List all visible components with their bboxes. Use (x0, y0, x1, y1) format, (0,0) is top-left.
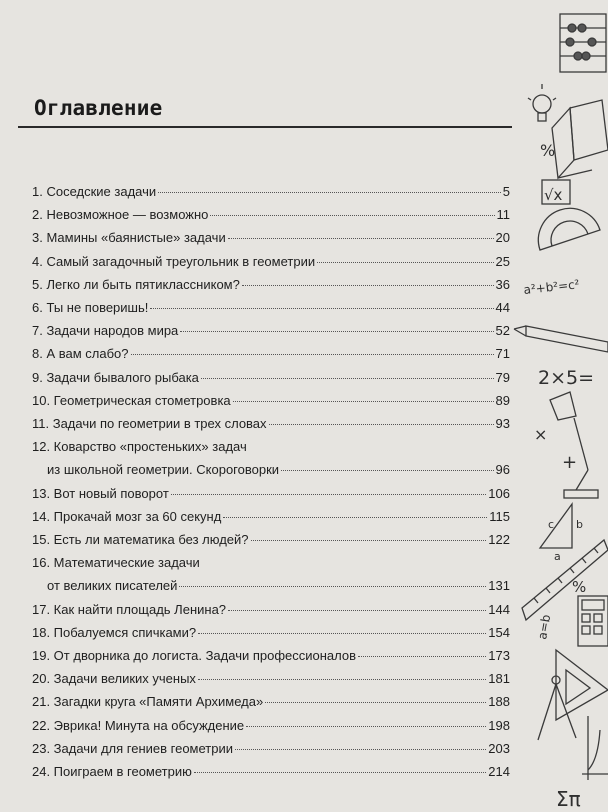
graph-icon (582, 716, 608, 780)
dot-leader (235, 749, 486, 750)
toc-page-number: 144 (488, 601, 510, 617)
toc-page-number: 122 (488, 532, 510, 548)
doodle-percent: % (540, 141, 556, 160)
toc-entry-title: 24. Поиграем в геометрию (32, 764, 192, 780)
doodle-times: × (534, 425, 548, 444)
dot-leader (198, 679, 486, 680)
dot-leader (158, 192, 501, 193)
dot-leader (242, 285, 494, 286)
toc-entry-title: 2. Невозможное — возможно (32, 207, 209, 223)
toc-page-number: 115 (489, 508, 510, 524)
toc-entry-title: 14. Прокачай мозг за 60 секунд (32, 508, 222, 524)
toc-entry-title: 15. Есть ли математика без людей? (32, 532, 249, 548)
toc-page-number: 25 (495, 253, 510, 269)
dot-leader (223, 517, 487, 518)
toc-entry (32, 203, 510, 226)
toc-entry (32, 319, 510, 342)
toc-page-number: 5 (502, 184, 510, 199)
desk-lamp-icon (550, 392, 598, 498)
toc-entry-title: 3. Мамины «баянистые» задачи (32, 230, 226, 246)
dot-leader (179, 586, 486, 587)
toc-page-number: 188 (488, 694, 510, 710)
toc-page-number: 173 (488, 648, 510, 664)
toc-entry (32, 644, 510, 667)
toc-entry-title: 22. Эврика! Минута на обсуждение (32, 717, 245, 733)
toc-entry (32, 737, 510, 760)
toc-entry-title: 19. От дворника до логиста. Задачи профессионалов (32, 648, 357, 664)
dot-leader (265, 702, 486, 703)
toc-entry (32, 690, 510, 713)
toc-entry-line (32, 574, 510, 597)
toc-entry-title: 1. Соседские задачи (32, 184, 157, 199)
toc-entry-line (32, 458, 510, 481)
dot-leader (233, 401, 494, 402)
toc-entry-title: 16. Математические задачи (32, 555, 200, 571)
toc-page-number: 106 (488, 485, 510, 501)
triangle-icon (540, 504, 572, 548)
math-doodles-illustration (512, 0, 608, 812)
dot-leader (194, 772, 486, 773)
toc-entry-line (32, 435, 510, 458)
toc-entry (32, 342, 510, 365)
toc-entry (32, 226, 510, 249)
toc-entry-title: 5. Легко ли быть пятиклассником? (32, 276, 240, 292)
toc-page-number: 214 (488, 764, 510, 780)
toc-entry (32, 760, 510, 783)
toc-entry-title: 7. Задачи народов мира (32, 323, 179, 339)
toc-entry-title-continued: от великих писателей (47, 578, 178, 594)
abacus-icon (560, 14, 606, 72)
toc-entry (32, 250, 510, 273)
toc-page-number: 44 (495, 300, 510, 316)
toc-page-number: 203 (488, 740, 510, 756)
calculator-icon (578, 596, 608, 646)
toc-entry (32, 714, 510, 737)
dot-leader (210, 215, 494, 216)
toc-entry-title: 18. Побалуемся спичками? (32, 624, 197, 640)
toc-page-number: 36 (495, 276, 510, 292)
doodle-plus: + (562, 452, 578, 473)
dot-leader (281, 470, 493, 471)
ruler-icon (522, 540, 608, 620)
pencil-icon (514, 326, 608, 352)
toc-entry (32, 528, 510, 551)
toc-page-number: 154 (488, 624, 510, 640)
toc-entry-title: 6. Ты не поверишь! (32, 300, 149, 316)
doodle-2x5: 2×5= (538, 367, 595, 389)
doodle-triangle-c: c (548, 518, 555, 531)
dot-leader (201, 378, 494, 379)
compass-icon (538, 676, 576, 740)
toc-entry (32, 412, 510, 435)
toc-page-number: 131 (488, 578, 510, 594)
toc-page-number: 93 (495, 416, 510, 432)
dot-leader (150, 308, 493, 309)
doodle-triangle-b: b (576, 518, 583, 531)
dot-leader (131, 354, 494, 355)
toc-page-number: 181 (488, 671, 510, 687)
toc-page-number: 71 (495, 346, 510, 362)
set-square-icon (556, 650, 608, 720)
doodle-a-eq-b: a=b (535, 613, 554, 641)
toc-entry (32, 296, 510, 319)
toc-entry (32, 598, 510, 621)
toc-entry-title: 11. Задачи по геометрии в трех словах (32, 416, 267, 432)
dot-leader (269, 424, 494, 425)
light-bulb-icon (528, 84, 556, 121)
toc-page-number: 198 (488, 717, 510, 733)
toc-entry-title: 4. Самый загадочный треугольник в геометрии (32, 253, 316, 269)
toc-entry (32, 366, 510, 389)
toc-entry (32, 273, 510, 296)
toc-entry-title: 8. А вам слабо? (32, 346, 129, 362)
toc-entry (32, 667, 510, 690)
toc-page-number: 52 (495, 323, 510, 339)
protractor-icon (538, 208, 600, 250)
toc-page-number: 20 (495, 230, 510, 246)
dot-leader (246, 726, 486, 727)
toc-page-number: 89 (495, 392, 510, 408)
toc-entry-line (32, 551, 510, 574)
dot-leader (228, 238, 494, 239)
dot-leader (228, 610, 486, 611)
doodle-pythagoras: a²+b²=c² (522, 277, 581, 297)
toc-entry-title: 12. Коварство «простеньких» задач (32, 439, 247, 455)
doodle-triangle-a: a (554, 550, 561, 563)
dot-leader (317, 262, 493, 263)
toc-entry (32, 389, 510, 412)
toc-entry-title-continued: из школьной геометрии. Скороговорки (47, 462, 280, 478)
toc-entry-title: 17. Как найти площадь Ленина? (32, 601, 227, 617)
dot-leader (251, 540, 487, 541)
dot-leader (180, 331, 493, 332)
dot-leader (171, 494, 487, 495)
toc-page-number: 11 (496, 207, 510, 223)
doodle-percent-2: % (572, 578, 587, 596)
toc-entry (32, 505, 510, 528)
dot-leader (198, 633, 486, 634)
dot-leader (358, 656, 486, 657)
toc-entry-title: 13. Вот новый поворот (32, 485, 169, 501)
cube-icon (552, 100, 608, 178)
toc-entry (32, 482, 510, 505)
toc-entry-title: 20. Задачи великих ученых (32, 671, 196, 687)
toc-entry (32, 180, 510, 203)
toc-entry-title: 21. Загадки круга «Памяти Архимеда» (32, 694, 264, 710)
doodle-sum-pi: Σπ (556, 787, 581, 811)
table-of-contents (32, 180, 510, 783)
toc-entry-title: 23. Задачи для гениев геометрии (32, 740, 233, 756)
page-title: Оглавление (34, 96, 163, 120)
toc-entry-title: 10. Геометрическая стометровка (32, 392, 231, 408)
toc-entry-title: 9. Задачи бывалого рыбака (32, 369, 199, 385)
toc-page-number: 96 (495, 462, 510, 478)
doodle-sqrt: √x (544, 186, 563, 204)
title-underline (18, 126, 512, 128)
toc-entry (32, 621, 510, 644)
toc-page-number: 79 (495, 369, 510, 385)
